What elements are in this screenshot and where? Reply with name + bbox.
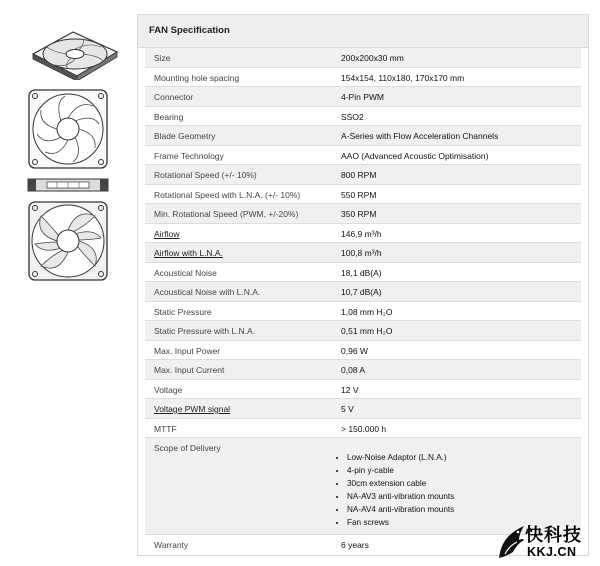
spec-value: > 150.000 h	[341, 423, 387, 434]
spec-value: AAO (Advanced Acoustic Optimisation)	[341, 150, 489, 161]
spec-row-min-rotational-speed	[145, 204, 581, 224]
spec-row-blade-geometry	[145, 126, 581, 146]
spec-label: Scope of Delivery	[154, 443, 221, 453]
spec-label: Bearing	[154, 111, 184, 122]
spec-label: Voltage	[154, 384, 183, 395]
list-item: • Fan screws	[347, 516, 454, 529]
fan-front-image	[27, 88, 109, 170]
spec-value: SSO2	[341, 111, 364, 122]
spec-row-voltage	[145, 380, 581, 400]
fan-back-image	[27, 200, 109, 282]
spec-value: 0,08 A	[341, 365, 366, 375]
spec-value: 200x200x30 mm	[341, 53, 404, 63]
spec-row-max-input-power	[145, 341, 581, 361]
spec-label: Connector	[154, 92, 194, 102]
panel-header	[138, 15, 588, 48]
airflow-link[interactable]: Airflow	[154, 228, 180, 239]
spec-value: 12 V	[341, 384, 359, 395]
spec-value: 4-Pin PWM	[341, 92, 384, 102]
fan-specification-panel	[137, 14, 589, 556]
voltage-pwm-signal-link[interactable]: Voltage PWM signal	[154, 404, 231, 414]
spec-value: 6 years	[341, 540, 369, 550]
bird-icon	[497, 524, 525, 560]
spec-row-acoustical-noise	[145, 263, 581, 283]
spec-value: 550 RPM	[341, 189, 377, 200]
spec-value: 0,51 mm H₂O	[341, 326, 393, 336]
spec-value: 18,1 dB(A)	[341, 267, 382, 278]
spec-value: 5 V	[341, 404, 354, 414]
spec-label: Rotational Speed (+/- 10%)	[154, 170, 257, 180]
panel-title: FAN Specification	[149, 25, 230, 36]
spec-row-mttf	[145, 419, 581, 439]
watermark-chinese-name: 快科技	[525, 525, 582, 545]
spec-row-max-input-current	[145, 360, 581, 380]
spec-label: Acoustical Noise	[154, 267, 217, 278]
kkj-watermark-logo	[497, 518, 600, 566]
spec-row-frame-technology	[145, 146, 581, 166]
spec-label: Acoustical Noise with L.N.A.	[154, 287, 261, 297]
list-item: • Low-Noise Adaptor (L.N.A.)	[347, 451, 454, 464]
spec-row-voltage-pwm-signal	[145, 399, 581, 419]
spec-label: Warranty	[154, 540, 189, 550]
spec-row-rotational-speed	[145, 165, 581, 185]
spec-label: Blade Geometry	[154, 131, 216, 141]
spec-row-static-pressure	[145, 302, 581, 322]
list-item: • NA-AV3 anti-vibration mounts	[347, 490, 454, 503]
spec-label: Max. Input Current	[154, 365, 225, 375]
spec-label: Static Pressure with L.N.A.	[154, 326, 256, 336]
fan-side-image	[27, 177, 109, 193]
spec-row-acoustical-noise-lna	[145, 282, 581, 302]
spec-row-bearing	[145, 107, 581, 127]
spec-value: 1,08 mm H₂O	[341, 306, 393, 317]
spec-row-rotational-speed-lna	[145, 185, 581, 205]
spec-row-connector	[145, 87, 581, 107]
spec-label: Mounting hole spacing	[154, 72, 240, 83]
spec-value: 154x154, 110x180, 170x170 mm	[341, 72, 465, 83]
spec-row-static-pressure-lna	[145, 321, 581, 341]
spec-label: MTTF	[154, 423, 177, 434]
spec-label: Frame Technology	[154, 150, 224, 161]
spec-row-airflow	[145, 224, 581, 244]
spec-row-size	[145, 48, 581, 68]
spec-label: Size	[154, 53, 171, 63]
spec-value: 350 RPM	[341, 209, 377, 219]
spec-value: 800 RPM	[341, 170, 377, 180]
spec-value: A-Series with Flow Acceleration Channels	[341, 131, 499, 141]
scope-list	[333, 451, 454, 529]
list-item: • NA-AV4 anti-vibration mounts	[347, 503, 454, 516]
airflow-lna-link[interactable]: Airflow with L.N.A.	[154, 248, 223, 258]
spec-label: Static Pressure	[154, 306, 212, 317]
spec-value: 100,8 m³/h	[341, 248, 382, 258]
product-image-column	[0, 0, 137, 566]
spec-value: 146,9 m³/h	[341, 228, 382, 239]
list-item: • 30cm extension cable	[347, 477, 454, 490]
watermark-domain: KKJ.CN	[527, 545, 577, 559]
fan-perspective-image	[25, 28, 125, 80]
spec-row-mounting-hole-spacing	[145, 68, 581, 88]
spec-value: 10,7 dB(A)	[341, 287, 382, 297]
spec-row-airflow-lna	[145, 243, 581, 263]
spec-label: Min. Rotational Speed (PWM, +/-20%)	[154, 209, 299, 219]
spec-value: 0,96 W	[341, 345, 368, 356]
spec-label: Rotational Speed with L.N.A. (+/- 10%)	[154, 189, 301, 200]
list-item: • 4-pin y-cable	[347, 464, 454, 477]
spec-label: Max. Input Power	[154, 345, 221, 356]
